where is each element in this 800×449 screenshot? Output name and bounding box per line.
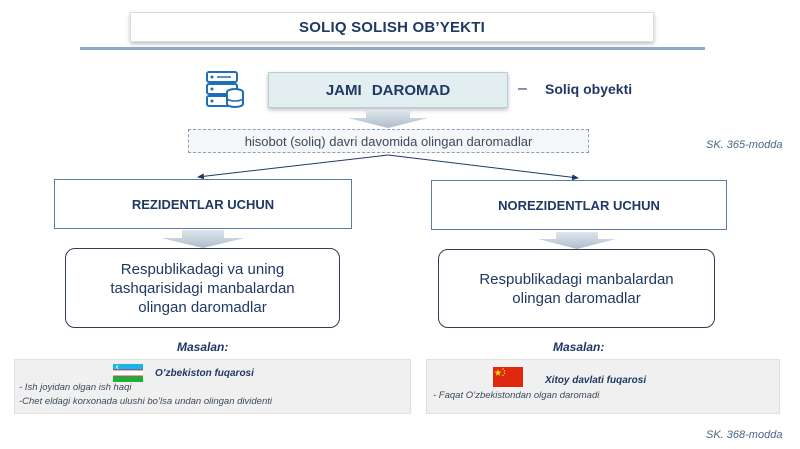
residents-example-line-1: - Ish joyidan olgan ish haqi (19, 382, 132, 393)
database-server-icon (205, 70, 245, 110)
nonresidents-income-line-1: Respublikadagi manbalardan (479, 270, 674, 288)
tax-object-label: Soliq obyekti (545, 81, 633, 97)
china-flag-icon (493, 367, 523, 387)
residents-example-label: Masalan: (177, 340, 229, 354)
down-arrow-top (348, 110, 428, 128)
article-reference-368: SK. 368-modda (706, 429, 783, 441)
article-reference-365: SK. 365-modda (706, 139, 783, 151)
nonresidents-example-line-1: - Faqat O’zbekistondan olgan daromadi (433, 390, 600, 401)
dash-separator: – (518, 80, 527, 97)
nonresidents-income-box (438, 249, 715, 328)
nonresidents-example-label: Masalan: (553, 340, 605, 354)
residents-income-line-3: olingan daromadlar (138, 298, 267, 316)
uzbekistan-flag-icon (113, 364, 143, 382)
nonresidents-header-box: NOREZIDENTLAR UCHUN (431, 180, 727, 230)
nonresidents-example-title: Xitoy davlati fuqarosi (545, 375, 647, 386)
nonresidents-income-line-2: olingan daromadlar (512, 289, 641, 307)
residents-income-line-2: tashqarisidagi manbalardan (110, 279, 295, 297)
residents-income-line-1: Respublikadagi va uning (120, 260, 285, 278)
title-divider (80, 47, 705, 50)
residents-income-box (65, 248, 340, 328)
connector-left (198, 155, 388, 177)
residents-example-panel (14, 359, 411, 414)
connector-right (388, 155, 578, 178)
total-income-box: JAMI DAROMAD (268, 72, 508, 108)
residents-example-title: O’zbekiston fuqarosi (155, 368, 254, 379)
down-arrow-right (538, 232, 616, 249)
residents-example-line-2: -Chet eldagi korxonada ulushi bo’lsa undan olingan dividenti (19, 396, 272, 407)
nonresidents-example-panel (426, 359, 780, 414)
down-arrow-left (161, 230, 245, 248)
period-label-box: hisobot (soliq) davri davomida olingan daromadlar (188, 129, 589, 153)
page-title: SOLIQ SOLISH OB’YEKTI (130, 12, 654, 42)
residents-header-box: REZIDENTLAR UCHUN (54, 179, 352, 229)
